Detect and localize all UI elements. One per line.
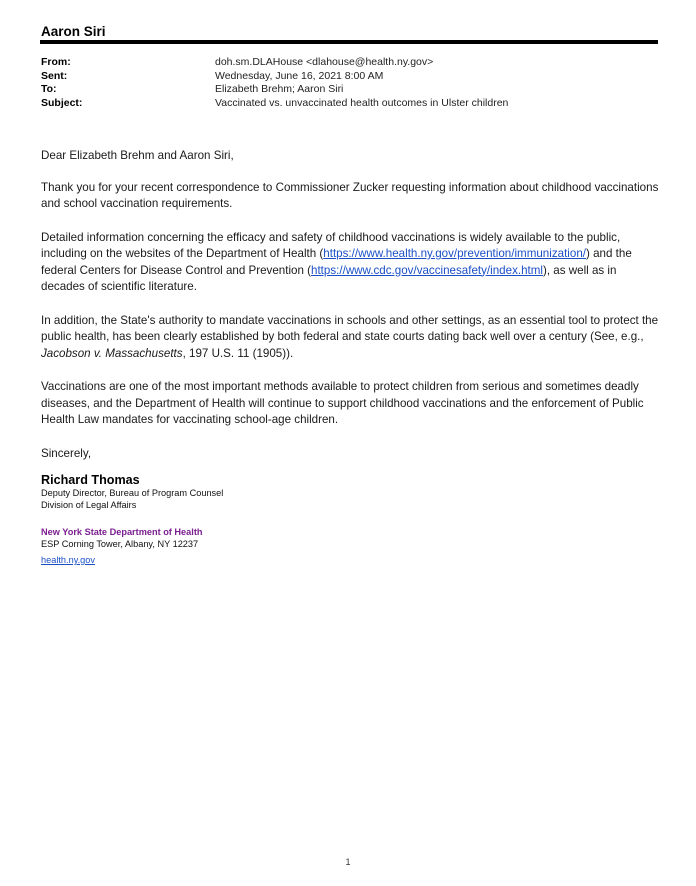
nys-immunization-link[interactable]: https://www.health.ny.gov/prevention/immunization/ <box>323 247 586 260</box>
signature-name: Richard Thomas <box>41 473 140 487</box>
sent-label: Sent: <box>41 69 68 82</box>
organization-website-link[interactable]: health.ny.gov <box>41 555 95 565</box>
subject-label: Subject: <box>41 96 83 109</box>
sent-value: Wednesday, June 16, 2021 8:00 AM <box>215 69 384 82</box>
paragraph-resources-text-2: ) and the federal Centers for Disease Control and Prevention ( <box>41 247 632 277</box>
paragraph-resources <box>41 230 661 296</box>
email-header <box>41 56 661 110</box>
sent-row <box>41 70 661 84</box>
to-row <box>41 83 661 97</box>
subject-row <box>41 97 661 111</box>
to-label: To: <box>41 83 57 95</box>
from-row <box>41 56 661 70</box>
paragraph-authority-text-1: In addition, the State's authority to mandate vaccinations in schools and other settings, as an essential tool to protect the public health, has been clearly established by both federal and state courts dating back well over a century (See, e.g., <box>41 313 659 343</box>
paragraph-authority <box>41 313 661 363</box>
case-citation: Jacobson v. Massachusetts <box>41 346 183 360</box>
organization-address: ESP Corning Tower, Albany, NY 12237 <box>41 538 199 549</box>
to-value: Elizabeth Brehm; Aaron Siri <box>215 83 344 95</box>
closing: Sincerely, <box>41 446 92 460</box>
sender-name: Aaron Siri <box>41 24 106 39</box>
from-value: doh.sm.DLAHouse <dlahouse@health.ny.gov> <box>215 56 434 68</box>
paragraph-request: Thank you for your recent correspondence to Commissioner Zucker requesting information about childhood vaccinations and school vaccination requirements. <box>41 180 659 210</box>
paragraph-resources-text-1: Detailed information concerning the efficacy and safety of childhood vaccinations is widely available to the public, including on the websites of the Department of Health ( <box>41 230 621 260</box>
subject-value: Vaccinated vs. unvaccinated health outcomes in Ulster children <box>215 96 509 109</box>
paragraph-importance: Vaccinations are one of the most important methods available to protect children from serious and sometimes deadly diseases, and the Department of Health will continue to support childhood vaccinations and the enforcement of Public Health Law mandates for vaccinating school-age children. <box>41 380 644 426</box>
organization-block <box>41 527 441 568</box>
greeting: Dear Elizabeth Brehm and Aaron Siri, <box>41 149 234 162</box>
header-divider <box>40 40 658 44</box>
email-body <box>41 148 661 479</box>
signature-title: Deputy Director, Bureau of Program Counsel <box>41 488 224 498</box>
paragraph-authority-text-2: , 197 U.S. 11 (1905)). <box>182 346 294 360</box>
paragraph-resources-text-3: ), as well as in decades of scientific literature. <box>41 263 617 293</box>
signature-block <box>41 473 441 511</box>
cdc-vaccine-safety-link[interactable]: https://www.cdc.gov/vaccinesafety/index.html <box>311 263 543 277</box>
from-label: From: <box>41 56 71 68</box>
page-number: 1 <box>345 857 351 867</box>
signature-division: Division of Legal Affairs <box>41 499 137 510</box>
organization-name: New York State Department of Health <box>41 527 203 537</box>
